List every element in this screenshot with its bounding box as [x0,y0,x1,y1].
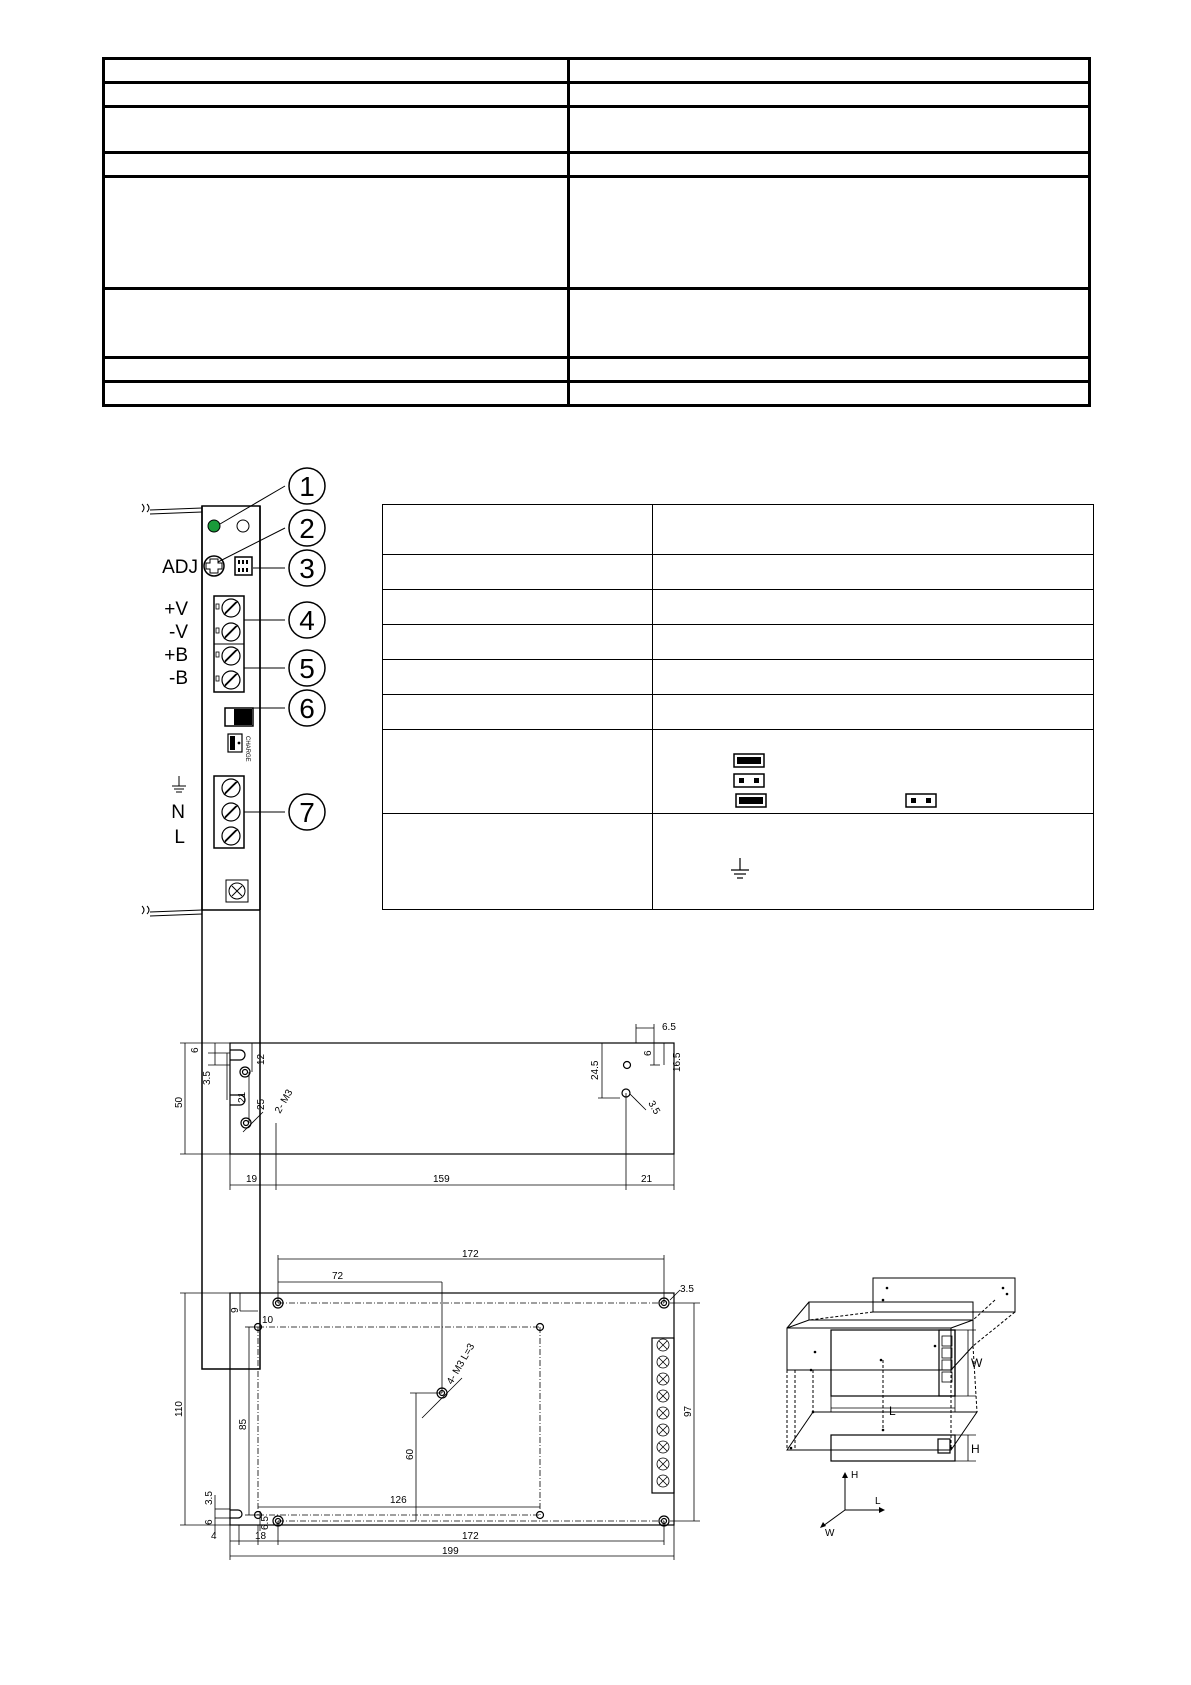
dim-label: 85 [238,1418,249,1430]
charge-label: CHARGE [244,736,250,762]
pos-b-label: +B [164,645,188,666]
dim-label: 6 [204,1519,215,1525]
axis-l-label: L [875,1496,881,1507]
axis-w-label: W [825,1528,835,1539]
callout-4: 4 [299,605,315,636]
dim-label: 4 [211,1531,217,1542]
callout-7: 7 [299,797,315,828]
side-view-drawing [170,1010,730,1200]
dim-label: 199 [442,1546,459,1557]
l-label: L [889,1404,896,1418]
dim-label: 24.5 [590,1060,601,1080]
ground-icon [172,776,186,792]
dim-label: 172 [462,1249,479,1260]
dim-label: 97 [683,1405,694,1417]
dim-label: 3.5 [645,1099,662,1117]
neg-b-label: -B [169,668,188,689]
jumper-open-icon [906,794,936,807]
pos-v-label: +V [164,599,188,620]
isometric-exploded-view [775,1270,1025,1540]
jumper-open-icon [734,774,764,787]
ground-icon [731,858,749,878]
l-label: L [174,827,185,848]
dim-label: 159 [433,1174,450,1185]
dim-label: 110 [174,1401,185,1417]
dim-label: 25 [256,1098,267,1110]
callout-5: 5 [299,653,315,684]
screw-icon [222,779,240,845]
dim-label: 126 [390,1495,407,1506]
callout-1: 1 [299,471,315,502]
neg-v-label: -V [169,622,188,643]
dim-label: 21 [237,1091,248,1103]
dim-label: 16.5 [672,1052,683,1072]
dim-label: 3.5 [680,1284,694,1295]
dim-label: 10 [262,1315,274,1326]
callout-6: 6 [299,693,315,724]
dim-label: 6 [190,1047,201,1053]
dim-label: 9 [230,1307,241,1313]
led-indicator [208,520,220,532]
dim-label: 12 [256,1053,267,1065]
h-label: H [971,1442,980,1456]
connector-3 [235,557,252,575]
callout-3: 3 [299,553,315,584]
front-panel-diagram [130,460,370,920]
adj-label: ADJ [162,557,198,578]
dim-label: 6.5 [662,1022,676,1033]
dim-label: 2- M3 [273,1087,296,1116]
dim-label: 172 [462,1531,479,1542]
dim-label: 50 [174,1096,185,1108]
callout-2: 2 [299,513,315,544]
screw-icon [657,1339,669,1487]
dim-label: 4- M3 L=3 [445,1341,478,1387]
bottom-view-drawing [170,1245,710,1570]
dim-label: 21 [641,1174,653,1185]
dim-label: 3.5 [202,1071,213,1085]
dim-label: 60 [405,1448,416,1460]
dim-label: 6 [643,1050,654,1056]
dim-label: 72 [332,1271,344,1282]
dim-label: 18 [255,1531,267,1542]
axis-h-label: H [851,1470,859,1481]
dim-label: 6.5 [260,1516,271,1530]
w-label: W [971,1356,983,1370]
dim-label: 19 [246,1174,258,1185]
n-label: N [171,802,185,823]
dim-label: 3.5 [204,1491,215,1505]
